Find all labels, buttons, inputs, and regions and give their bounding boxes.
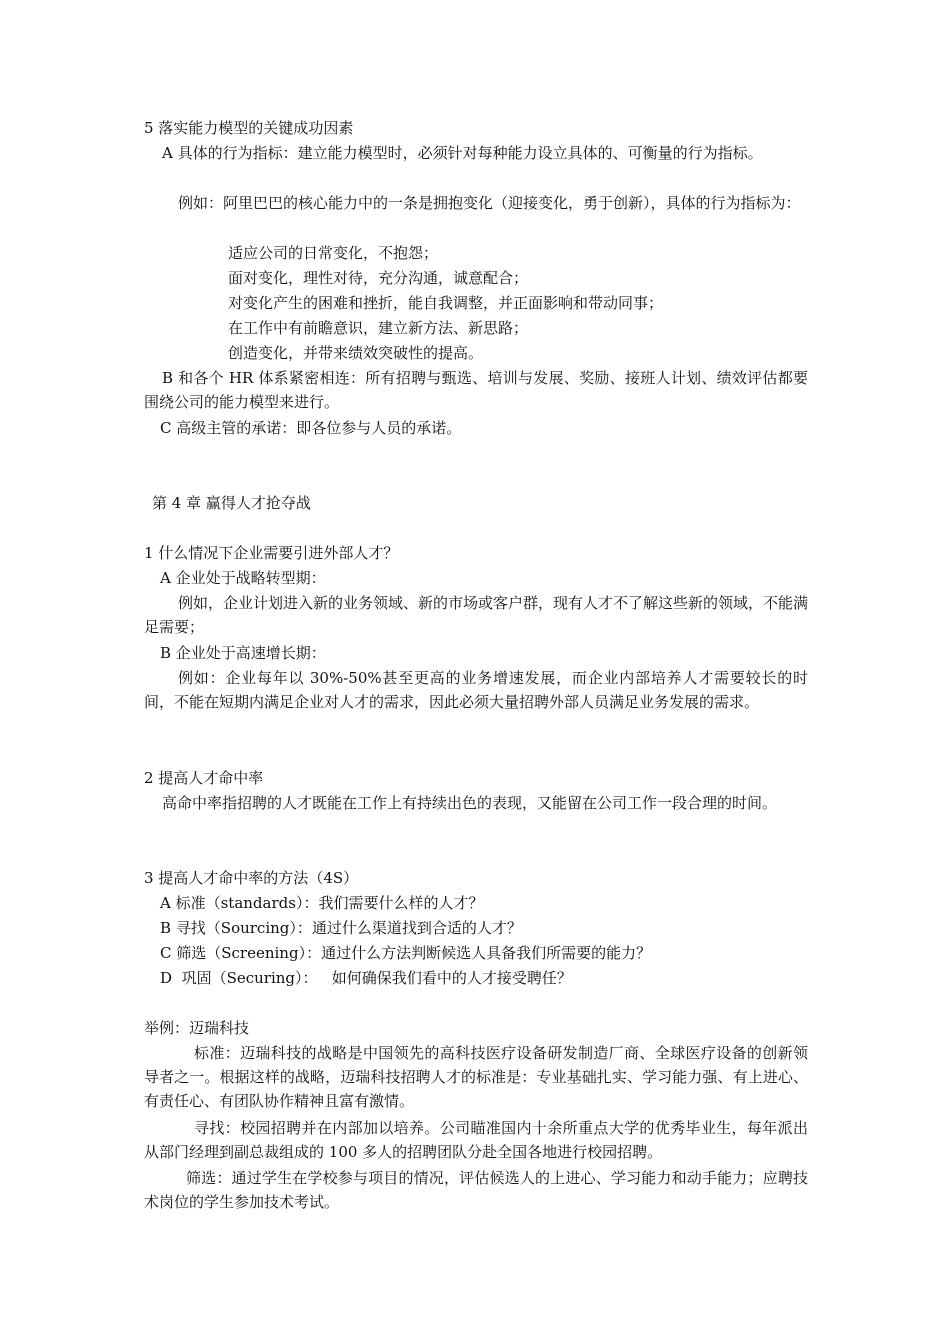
item-c-commitment: C 高级主管的承诺：即各位参与人员的承诺。 xyxy=(160,419,462,437)
section-5-heading: 5 落实能力模型的关键成功因素 xyxy=(144,119,354,137)
behavior-item: 对变化产生的困难和挫折，能自我调整，并正面影响和带动同事； xyxy=(228,294,664,312)
behavior-item: 面对变化，理性对待，充分沟通，诚意配合； xyxy=(228,269,529,287)
q1-item-b: B 企业处于高速增长期： xyxy=(160,644,326,662)
q1-item-a: A 企业处于战略转型期： xyxy=(160,569,326,587)
q2-heading: 2 提高人才命中率 xyxy=(144,769,264,787)
q3-item: A 标准（standards）：我们需要什么样的人才？ xyxy=(160,894,484,912)
chapter-title: 第 4 章 赢得人才抢夺战 xyxy=(152,494,311,512)
q1-heading: 1 什么情况下企业需要引进外部人才？ xyxy=(144,544,399,562)
behavior-item: 创造变化，并带来绩效突破性的提高。 xyxy=(228,344,484,362)
q3-item: C 筛选（Screening）：通过什么方法判断候选人具备我们所需要的能力？ xyxy=(160,944,652,962)
example-heading: 举例：迈瑞科技 xyxy=(144,1019,250,1037)
q3-heading: 3 提高人才命中率的方法（4S） xyxy=(144,869,359,887)
behavior-item: 在工作中有前瞻意识，建立新方法、新思路； xyxy=(228,319,529,337)
example-screening: 筛选：通过学生在学校参与项目的情况，评估候选人的上进心、学习能力和动手能力；应聘技术岗位的学生参加技术考试。 xyxy=(144,1169,808,1211)
item-b-hr-systems: B 和各个 HR 体系紧密相连：所有招聘与甄选、培训与发展、奖励、接班人计划、绩效评估都要围绕公司的能力模型来进行。 xyxy=(144,369,808,411)
behavior-item: 适应公司的日常变化，不抱怨； xyxy=(228,244,439,262)
item-a-behavior-indicators: A 具体的行为指标：建立能力模型时，必须针对每种能力设立具体的、可衡量的行为指标。 xyxy=(162,144,763,162)
q1-item-b-example: 例如：企业每年以 30%-50%甚至更高的业务增速发展，而企业内部培养人才需要较长的时间，不能在短期内满足企业对人才的需求，因此必须大量招聘外部人员满足业务发展的需求。 xyxy=(144,669,808,711)
q1-item-a-example: 例如，企业计划进入新的业务领域、新的市场或客户群，现有人才不了解这些新的领域，不能满足需要； xyxy=(144,594,809,636)
q2-text: 高命中率指招聘的人才既能在工作上有持续出色的表现，又能留在公司工作一段合理的时间。 xyxy=(162,794,778,812)
q3-item: B 寻找（Sourcing）：通过什么渠道找到合适的人才？ xyxy=(160,919,522,937)
alibaba-example: 例如：阿里巴巴的核心能力中的一条是拥抱变化（迎接变化，勇于创新），具体的行为指标为： xyxy=(178,194,801,212)
example-sourcing: 寻找：校园招聘并在内部加以培养。公司瞄准国内十余所重点大学的优秀毕业生，每年派出从部门经理到副总裁组成的 100 多人的招聘团队分赴全国各地进行校园招聘。 xyxy=(144,1119,808,1161)
q3-item: D 巩固（Securing）： 如何确保我们看中的人才接受聘任？ xyxy=(160,969,572,987)
example-standard: 标准：迈瑞科技的战略是中国领先的高科技医疗设备研发制造厂商、全球医疗设备的创新领导者之一。根据这样的战略，迈瑞科技招聘人才的标准是：专业基础扎实、学习能力强、有上进心、有责任心、有团队协作精神且富有激情。 xyxy=(144,1044,808,1110)
